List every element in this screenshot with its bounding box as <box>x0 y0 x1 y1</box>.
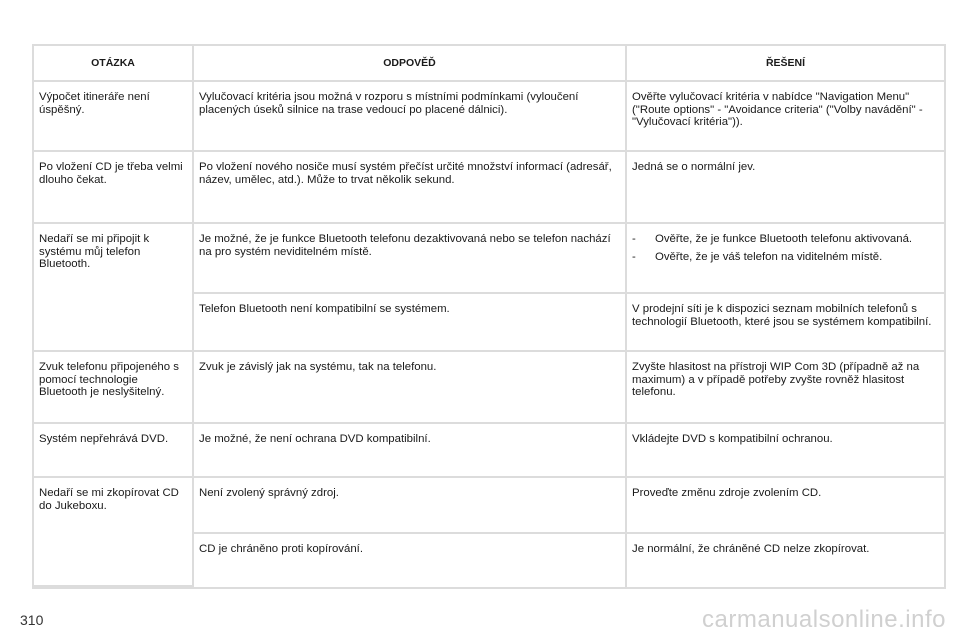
watermark: carmanualsonline.info <box>702 606 946 633</box>
table-row <box>34 224 944 294</box>
row-answer: Je možné, že není ochrana DVD kompatibilní. <box>194 424 627 478</box>
list-item-text: Ověřte, že je funkce Bluetooth telefonu aktivovaná. <box>655 233 913 245</box>
solution-list <box>632 233 939 263</box>
row-solution: Je normální, že chráněné CD nelze zkopírovat. <box>627 534 944 587</box>
row-solution: Zvyšte hlasitost na přístroji WIP Com 3D (případně až na maximum) a v případě potřeby zvyšte rovněž hlasitost telefonu. <box>627 352 944 424</box>
table-row <box>34 82 944 152</box>
row-question: Výpočet itineráře není úspěšný. <box>34 82 194 152</box>
row-answer: Telefon Bluetooth není kompatibilní se systémem. <box>194 294 627 352</box>
row-solution: Ověřte vylučovací kritéria v nabídce "Navigation Menu" ("Route options" - "Avoidance criteria" ("Volby navádění" - "Vylučovací kritéria")). <box>627 82 944 152</box>
row-solution-list-cell <box>627 224 944 294</box>
row-answer: Vylučovací kritéria jsou možná v rozporu s místními podmínkami (vyloučení placených úseků silnice na trase vedoucí po placené dálnici). <box>194 82 627 152</box>
table-row <box>34 352 944 424</box>
list-item-text: Ověřte, že je váš telefon na viditelném místě. <box>655 250 883 263</box>
row-solution: Proveďte změnu zdroje zvolením CD. <box>627 478 944 534</box>
list-item <box>632 251 939 264</box>
row-question: Systém nepřehrává DVD. <box>34 424 194 478</box>
row-answer: CD je chráněno proti kopírování. <box>194 534 627 587</box>
row-question: Nedaří se mi zkopírovat CD do Jukeboxu. <box>34 478 194 587</box>
dash-bullet: - <box>632 250 636 263</box>
faq-table-frame <box>32 44 946 589</box>
row-question: Po vložení CD je třeba velmi dlouho čekat. <box>34 152 194 224</box>
row-solution: Jedná se o normální jev. <box>627 152 944 224</box>
faq-table <box>34 46 944 587</box>
table-row <box>34 424 944 478</box>
table-row <box>34 478 944 534</box>
row-question: Zvuk telefonu připojeného s pomocí technologie Bluetooth je neslyšitelný. <box>34 352 194 424</box>
header-question: OTÁZKA <box>34 46 194 82</box>
table-row <box>34 152 944 224</box>
header-answer: ODPOVĚĎ <box>194 46 627 82</box>
row-solution: Vkládejte DVD s kompatibilní ochranou. <box>627 424 944 478</box>
row-answer: Po vložení nového nosiče musí systém přečíst určité množství informací (adresář, název, umělec, atd.). Může to trvat několik sekund. <box>194 152 627 224</box>
row-answer: Je možné, že je funkce Bluetooth telefonu dezaktivovaná nebo se telefon nachází na pro systém neviditelném místě. <box>194 224 627 294</box>
table-header-row <box>34 46 944 82</box>
header-solution: ŘEŠENÍ <box>627 46 944 82</box>
dash-bullet: - <box>632 233 636 245</box>
list-item <box>632 233 939 246</box>
row-answer: Není zvolený správný zdroj. <box>194 478 627 534</box>
row-question: Nedaří se mi připojit k systému můj telefon Bluetooth. <box>34 224 194 352</box>
row-answer: Zvuk je závislý jak na systému, tak na telefonu. <box>194 352 627 424</box>
row-solution: V prodejní síti je k dispozici seznam mobilních telefonů s technologií Bluetooth, které jsou se systémem kompatibilní. <box>627 294 944 352</box>
page-number: 310 <box>20 612 44 628</box>
